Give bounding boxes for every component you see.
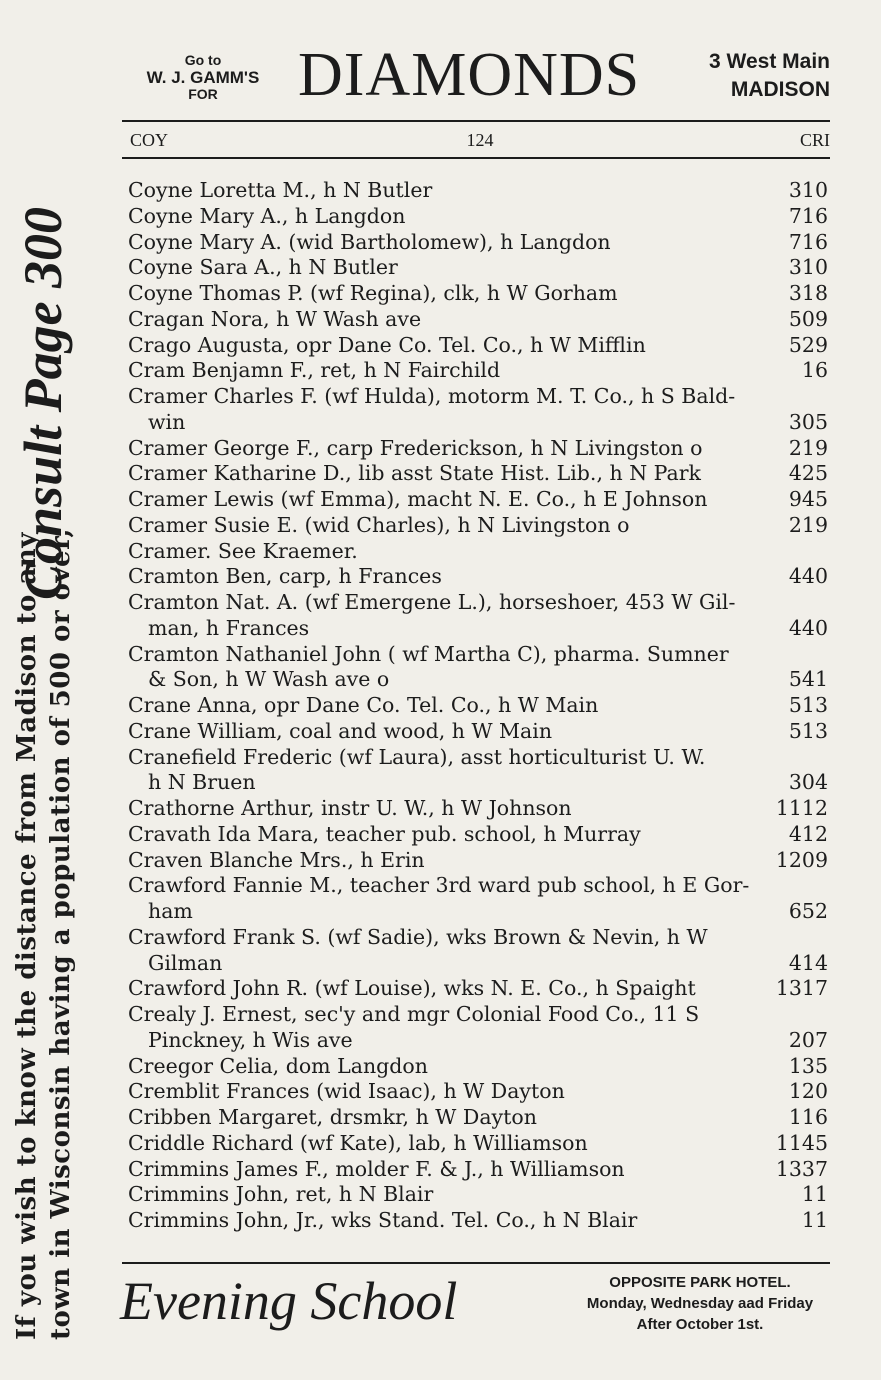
header-rule-bottom xyxy=(122,157,830,159)
entry-continuation: man, h Frances xyxy=(148,615,310,640)
entry-number: 207 xyxy=(788,1027,828,1052)
entry-text: Crimmins John, ret, h N Blair xyxy=(128,1182,434,1207)
directory-entry xyxy=(128,796,828,822)
footer-ad-details xyxy=(570,1272,830,1335)
entry-number: 412 xyxy=(788,821,828,846)
directory-entry xyxy=(128,564,828,590)
entry-text: Crathorne Arthur, instr U. W., h W Johnson xyxy=(128,796,572,820)
address-line-2: MADISON xyxy=(730,78,830,101)
header-ad-goto xyxy=(118,52,288,103)
entry-text: Cramer Katharine D., lib asst State Hist. Lib., h N Park xyxy=(128,461,701,486)
header-advertisement xyxy=(118,40,830,118)
entry-continuation: ham xyxy=(148,899,193,923)
entry-text: Crealy J. Ernest, sec'y and mgr Colonial Food Co., 11 S xyxy=(128,1002,700,1026)
directory-entry xyxy=(128,513,828,539)
entry-number: 318 xyxy=(788,281,828,305)
entry-number: 304 xyxy=(788,770,828,795)
entry-text: Craven Blanche Mrs., h Erin xyxy=(128,847,425,872)
footer-ad-line-1: OPPOSITE PARK HOTEL. xyxy=(609,1274,791,1291)
directory-entry xyxy=(128,1157,828,1183)
footer-ad-line-2: Monday, Wednesday aad Friday xyxy=(586,1295,814,1312)
entry-continuation: Pinckney, h Wis ave xyxy=(148,1027,353,1052)
directory-entry xyxy=(128,1054,828,1080)
directory-entry xyxy=(128,230,828,256)
goto-text: Go to xyxy=(184,52,222,68)
directory-entry xyxy=(128,590,828,642)
entry-text: Coyne Loretta M., h N Butler xyxy=(128,178,433,202)
entry-number: 1317 xyxy=(775,976,828,1001)
directory-entry xyxy=(128,461,828,487)
entry-text: Coyne Sara A., h N Butler xyxy=(128,255,398,280)
entry-text: Crimmins James F., molder F. & J., h Williamson xyxy=(128,1156,625,1181)
entry-text: Crawford Fannie M., teacher 3rd ward pub school, h E Gor- xyxy=(128,873,750,898)
entry-number: 11 xyxy=(801,1208,828,1232)
entry-text: Crawford Frank S. (wf Sadie), wks Brown & Nevin, h W xyxy=(128,924,708,949)
side-ad-consult: Consult Page 300 xyxy=(13,206,73,600)
address-line-1: 3 West Main xyxy=(709,50,830,73)
entry-number: 716 xyxy=(788,203,828,228)
directory-entry xyxy=(128,436,828,462)
directory-entry xyxy=(128,487,828,513)
entry-number: 414 xyxy=(788,950,828,975)
directory-entry xyxy=(128,745,828,797)
entry-text: Cramer Susie E. (wid Charles), h N Livingston o xyxy=(128,512,630,537)
directory-entry xyxy=(128,281,828,307)
page-guide-left: COY xyxy=(130,130,169,150)
entry-number: 529 xyxy=(788,332,828,357)
entry-text: Crago Augusta, opr Dane Co. Tel. Co., h W Mifflin xyxy=(128,332,646,357)
footer-advertisement xyxy=(120,1268,830,1348)
directory-entry xyxy=(128,1079,828,1105)
entry-text: Cravath Ida Mara, teacher pub. school, h Murray xyxy=(128,821,641,846)
store-name: W. J. GAMM'S xyxy=(146,68,260,87)
entry-number: 513 xyxy=(788,718,828,743)
footer-ad-headline: Evening School xyxy=(120,1271,458,1331)
entry-continuation: h N Bruen xyxy=(148,770,256,795)
entry-number: 116 xyxy=(788,1105,828,1129)
entry-text: Cramton Nathaniel John ( wf Martha C), pharma. Sumner xyxy=(128,641,729,666)
entry-text: Criddle Richard (wf Kate), lab, h Williamson xyxy=(128,1130,588,1155)
entry-number: 219 xyxy=(788,435,828,460)
directory-entries xyxy=(128,178,828,1234)
entry-text: Crane William, coal and wood, h W Main xyxy=(128,718,553,743)
entry-number: 310 xyxy=(788,255,828,280)
entry-text: Crane Anna, opr Dane Co. Tel. Co., h W Main xyxy=(128,693,599,717)
entry-number: 305 xyxy=(788,409,828,434)
entry-text: Cramer Lewis (wf Emma), macht N. E. Co., h E Johnson xyxy=(128,487,708,511)
directory-entry xyxy=(128,822,828,848)
entry-text: Crawford John R. (wf Louise), wks N. E. Co., h Spaight xyxy=(128,976,696,1001)
entry-text: Cramer. See Kraemer. xyxy=(128,538,358,563)
entry-text: Cranefield Frederic (wf Laura), asst horticulturist U. W. xyxy=(128,744,706,769)
entry-number: 310 xyxy=(788,178,828,202)
entry-text: Cramton Nat. A. (wf Emergene L.), horseshoer, 453 W Gil- xyxy=(128,590,736,614)
entry-text: Cragan Nora, h W Wash ave xyxy=(128,306,422,331)
page-header xyxy=(130,130,830,152)
entry-number: 440 xyxy=(788,564,828,589)
directory-entry xyxy=(128,1002,828,1054)
entry-number: 1337 xyxy=(775,1156,828,1181)
side-ad-line-2: town in Wisconsin having a population of 500 or over, xyxy=(46,528,76,1340)
entry-continuation: & Son, h W Wash ave o xyxy=(148,667,390,692)
entry-number: 509 xyxy=(788,306,828,331)
side-ad-line-1: If you wish to know the distance from Madison to any xyxy=(12,532,42,1340)
entry-number: 513 xyxy=(788,693,828,717)
entry-continuation: Gilman xyxy=(148,950,223,975)
directory-entry xyxy=(128,848,828,874)
directory-entry xyxy=(128,642,828,694)
directory-entry xyxy=(128,255,828,281)
directory-entry xyxy=(128,873,828,925)
entry-continuation: win xyxy=(148,409,186,434)
entry-number: 541 xyxy=(788,667,828,692)
entry-number: 440 xyxy=(788,615,828,640)
directory-entry xyxy=(128,976,828,1002)
entry-text: Coyne Thomas P. (wf Regina), clk, h W Gorham xyxy=(128,281,618,305)
entry-text: Crimmins John, Jr., wks Stand. Tel. Co., h N Blair xyxy=(128,1208,638,1232)
footer-ad-line-3: After October 1st. xyxy=(636,1316,764,1333)
directory-entry xyxy=(128,925,828,977)
entry-number: 11 xyxy=(801,1182,828,1207)
entry-number: 16 xyxy=(801,358,828,383)
entry-text: Cribben Margaret, drsmkr, h W Dayton xyxy=(128,1105,537,1129)
entry-text: Cremblit Frances (wid Isaac), h W Dayton xyxy=(128,1079,565,1104)
entry-number: 1112 xyxy=(775,796,828,820)
entry-number: 425 xyxy=(788,461,828,486)
entry-number: 120 xyxy=(788,1079,828,1104)
directory-entry xyxy=(128,693,828,719)
footer-rule xyxy=(122,1262,830,1264)
directory-entry xyxy=(128,1105,828,1131)
entry-text: Cramer George F., carp Frederickson, h N Livingston o xyxy=(128,435,703,460)
entry-number: 219 xyxy=(788,512,828,537)
directory-entry xyxy=(128,358,828,384)
entry-number: 716 xyxy=(788,229,828,254)
page-number: 124 xyxy=(466,130,494,150)
entry-number: 1209 xyxy=(775,847,828,872)
entry-text: Coyne Mary A. (wid Bartholomew), h Langdon xyxy=(128,229,611,254)
directory-entry xyxy=(128,204,828,230)
directory-entry xyxy=(128,1182,828,1208)
entry-text: Creegor Celia, dom Langdon xyxy=(128,1053,428,1078)
entry-text: Cram Benjamn F., ret, h N Fairchild xyxy=(128,358,501,383)
entry-text: Coyne Mary A., h Langdon xyxy=(128,203,406,228)
directory-entry xyxy=(128,307,828,333)
entry-number: 945 xyxy=(788,487,828,511)
entry-number: 135 xyxy=(788,1053,828,1078)
header-rule-top xyxy=(122,120,830,122)
page-guide-right: CRI xyxy=(799,130,830,150)
header-ad-address xyxy=(709,48,830,104)
directory-entry xyxy=(128,719,828,745)
for-text: FOR xyxy=(188,86,218,102)
directory-entry xyxy=(128,178,828,204)
directory-entry xyxy=(128,333,828,359)
directory-entry xyxy=(128,539,828,565)
directory-entry xyxy=(128,1131,828,1157)
entry-text: Cramton Ben, carp, h Frances xyxy=(128,564,442,589)
side-advertisement xyxy=(12,40,127,1340)
directory-entry xyxy=(128,1208,828,1234)
entry-text: Cramer Charles F. (wf Hulda), motorm M. T. Co., h S Bald- xyxy=(128,384,736,408)
entry-number: 652 xyxy=(788,899,828,923)
entry-number: 1145 xyxy=(775,1130,828,1155)
header-ad-headline: DIAMONDS xyxy=(298,41,641,109)
directory-entry xyxy=(128,384,828,436)
